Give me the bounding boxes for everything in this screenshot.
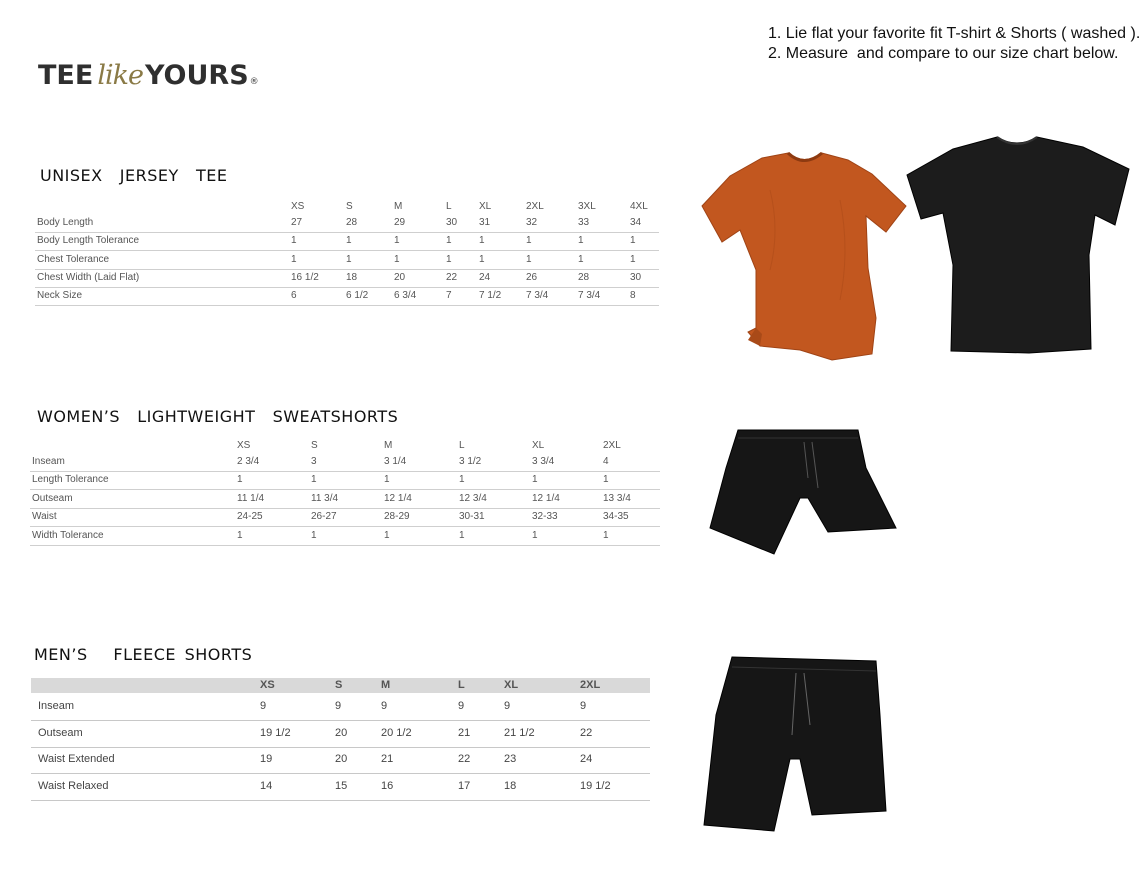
logo-text-like: like — [97, 60, 143, 91]
table-cell: 9 — [504, 700, 511, 712]
table-cell: 12 1/4 — [532, 492, 560, 504]
table-cell: 1 — [578, 235, 584, 247]
table-cell: 16 — [381, 779, 394, 792]
size-header-xl: XL — [504, 679, 519, 691]
logo-text-yours: YOURS — [144, 60, 249, 91]
table-cell: 20 1/2 — [381, 726, 412, 739]
table-cell: 9 — [580, 700, 587, 712]
size-header-xs: XS — [237, 440, 251, 451]
table-cell: 1 — [459, 474, 465, 486]
table-cell: 34-35 — [603, 511, 629, 523]
women-section-title: WOMEN’S LIGHTWEIGHT SWEATSHORTS — [37, 407, 399, 426]
size-header-2xl: 2XL — [603, 440, 621, 451]
table-row — [35, 214, 659, 233]
size-header-m: M — [381, 679, 391, 691]
table-cell: 9 — [260, 700, 267, 712]
table-cell: 11 3/4 — [311, 492, 339, 504]
table-cell: 7 1/2 — [479, 290, 502, 302]
table-cell: 3 1/2 — [459, 456, 482, 467]
table-cell: 28 — [578, 271, 590, 283]
table-cell: 26 — [526, 271, 538, 283]
table-cell: 20 — [335, 753, 348, 765]
size-header-l: L — [459, 440, 465, 451]
measuring-instructions — [768, 24, 1140, 64]
table-row — [30, 453, 660, 472]
registered-mark: ® — [249, 77, 259, 87]
size-header-l: L — [446, 201, 452, 212]
table-cell: 28 — [346, 217, 358, 228]
table-cell: 6 1/2 — [346, 290, 369, 302]
table-cell: 1 — [630, 235, 636, 247]
men-shorts-image — [700, 655, 890, 835]
tee-section-title: UNISEX JERSEY TEE — [40, 166, 228, 185]
table-cell: 3 — [311, 456, 317, 467]
table-header — [35, 201, 659, 215]
table-cell: 1 — [603, 474, 609, 486]
table-cell: 21 1/2 — [504, 726, 535, 739]
table-cell: 28-29 — [384, 511, 410, 523]
row-label: Inseam — [38, 700, 75, 712]
table-cell: 12 1/4 — [384, 492, 412, 504]
table-cell: 1 — [532, 529, 538, 541]
table-cell: 14 — [260, 779, 273, 792]
table-cell: 18 — [504, 779, 517, 792]
table-cell: 30 — [446, 217, 458, 228]
table-cell: 1 — [630, 253, 636, 265]
logo-text-tee: TEE — [38, 60, 94, 91]
table-cell: 22 — [580, 726, 593, 739]
table-cell: 9 — [458, 700, 465, 712]
row-label: Body Length — [37, 217, 94, 228]
table-cell: 7 — [446, 290, 452, 302]
table-cell: 21 — [458, 726, 471, 739]
table-cell: 29 — [394, 217, 406, 228]
table-row — [30, 508, 660, 527]
table-cell: 1 — [291, 235, 297, 247]
table-cell: 11 1/4 — [237, 492, 265, 504]
table-cell: 1 — [311, 529, 317, 541]
table-cell: 1 — [346, 235, 352, 247]
size-header-l: L — [458, 679, 465, 691]
row-label: Neck Size — [37, 290, 83, 302]
table-cell: 1 — [526, 235, 532, 247]
table-cell: 1 — [394, 235, 400, 247]
table-cell: 13 3/4 — [603, 492, 631, 504]
table-cell: 27 — [291, 217, 303, 228]
table-cell: 2 3/4 — [237, 456, 260, 467]
table-cell: 19 — [260, 753, 273, 765]
orange-tshirt-image — [700, 150, 910, 362]
table-cell: 1 — [394, 253, 400, 265]
row-label: Inseam — [32, 456, 65, 467]
row-label: Chest Tolerance — [37, 253, 110, 265]
table-row — [30, 527, 660, 546]
table-cell: 18 — [346, 271, 358, 283]
table-cell: 1 — [479, 235, 485, 247]
table-cell: 32-33 — [532, 511, 558, 523]
instruction-step-1: 1. Lie flat your favorite fit T-shirt & Shorts ( washed ). — [768, 25, 1140, 42]
table-cell: 1 — [237, 529, 243, 541]
table-row — [31, 694, 650, 721]
row-label: Length Tolerance — [32, 474, 109, 486]
table-row — [35, 287, 659, 306]
table-cell: 1 — [578, 253, 584, 265]
row-label: Waist Relaxed — [38, 779, 109, 792]
table-row — [35, 269, 659, 288]
row-label: Waist — [32, 511, 57, 523]
row-label: Width Tolerance — [32, 529, 104, 541]
table-cell: 12 3/4 — [459, 492, 487, 504]
table-cell: 6 — [291, 290, 297, 302]
table-cell: 9 — [381, 700, 388, 712]
size-header-s: S — [346, 201, 353, 212]
table-row — [35, 232, 659, 251]
table-cell: 1 — [446, 235, 452, 247]
size-header-2xl: 2XL — [526, 201, 544, 212]
table-row — [31, 747, 650, 774]
table-cell: 1 — [237, 474, 243, 486]
table-cell: 1 — [526, 253, 532, 265]
table-cell: 19 1/2 — [260, 726, 291, 739]
table-cell: 20 — [335, 726, 348, 739]
table-cell: 1 — [446, 253, 452, 265]
table-cell: 1 — [346, 253, 352, 265]
table-cell: 17 — [458, 779, 471, 792]
table-cell: 3 3/4 — [532, 456, 555, 467]
brand-logo — [38, 60, 259, 100]
table-cell: 21 — [381, 753, 394, 765]
table-cell: 3 1/4 — [384, 456, 407, 467]
men-size-table — [31, 678, 650, 798]
table-cell: 23 — [504, 753, 517, 765]
women-shorts-image — [708, 428, 898, 558]
size-header-s: S — [335, 679, 343, 691]
tee-size-table — [35, 201, 659, 311]
size-header-4xl: 4XL — [630, 201, 648, 212]
table-cell: 1 — [311, 474, 317, 486]
size-header-xs: XS — [260, 679, 275, 691]
table-row — [30, 490, 660, 509]
women-size-table — [30, 440, 660, 550]
men-section-title: MEN’S FLEECE SHORTS — [34, 645, 253, 664]
size-header-xl: XL — [479, 201, 492, 212]
table-cell: 22 — [446, 271, 458, 283]
table-cell: 34 — [630, 217, 642, 228]
table-row — [31, 774, 650, 801]
size-header-s: S — [311, 440, 318, 451]
table-cell: 1 — [291, 253, 297, 265]
table-cell: 8 — [630, 290, 636, 302]
table-row — [35, 251, 659, 270]
table-cell: 31 — [479, 217, 491, 228]
table-cell: 1 — [384, 474, 390, 486]
size-header-xl: XL — [532, 440, 545, 451]
table-cell: 22 — [458, 753, 471, 765]
table-cell: 4 — [603, 456, 609, 467]
table-cell: 1 — [459, 529, 465, 541]
table-cell: 7 3/4 — [578, 290, 601, 302]
table-row — [30, 471, 660, 490]
table-cell: 9 — [335, 700, 342, 712]
table-cell: 20 — [394, 271, 406, 283]
row-label: Waist Extended — [38, 753, 115, 765]
row-label: Outseam — [38, 726, 83, 739]
size-header-m: M — [394, 201, 403, 212]
black-tshirt-image — [905, 135, 1131, 357]
table-cell: 30-31 — [459, 511, 485, 523]
table-cell: 15 — [335, 779, 348, 792]
table-cell: 33 — [578, 217, 590, 228]
row-label: Body Length Tolerance — [37, 235, 140, 247]
size-header-3xl: 3XL — [578, 201, 596, 212]
table-header — [30, 440, 660, 454]
table-cell: 16 1/2 — [291, 271, 319, 283]
table-cell: 24 — [580, 753, 593, 765]
table-cell: 1 — [603, 529, 609, 541]
size-header-m: M — [384, 440, 393, 451]
size-header-xs: XS — [291, 201, 305, 212]
table-cell: 6 3/4 — [394, 290, 417, 302]
table-cell: 1 — [532, 474, 538, 486]
table-cell: 24-25 — [237, 511, 263, 523]
table-cell: 7 3/4 — [526, 290, 549, 302]
instruction-step-2: 2. Measure and compare to our size chart below. — [768, 45, 1119, 62]
table-cell: 30 — [630, 271, 642, 283]
table-row — [31, 721, 650, 748]
table-cell: 32 — [526, 217, 538, 228]
row-label: Chest Width (Laid Flat) — [37, 271, 140, 283]
table-cell: 19 1/2 — [580, 779, 611, 792]
size-header-2xl: 2XL — [580, 679, 601, 691]
table-cell: 1 — [479, 253, 485, 265]
row-label: Outseam — [32, 492, 73, 504]
table-cell: 1 — [384, 529, 390, 541]
table-cell: 24 — [479, 271, 491, 283]
table-cell: 26-27 — [311, 511, 337, 523]
table-header — [31, 678, 650, 693]
